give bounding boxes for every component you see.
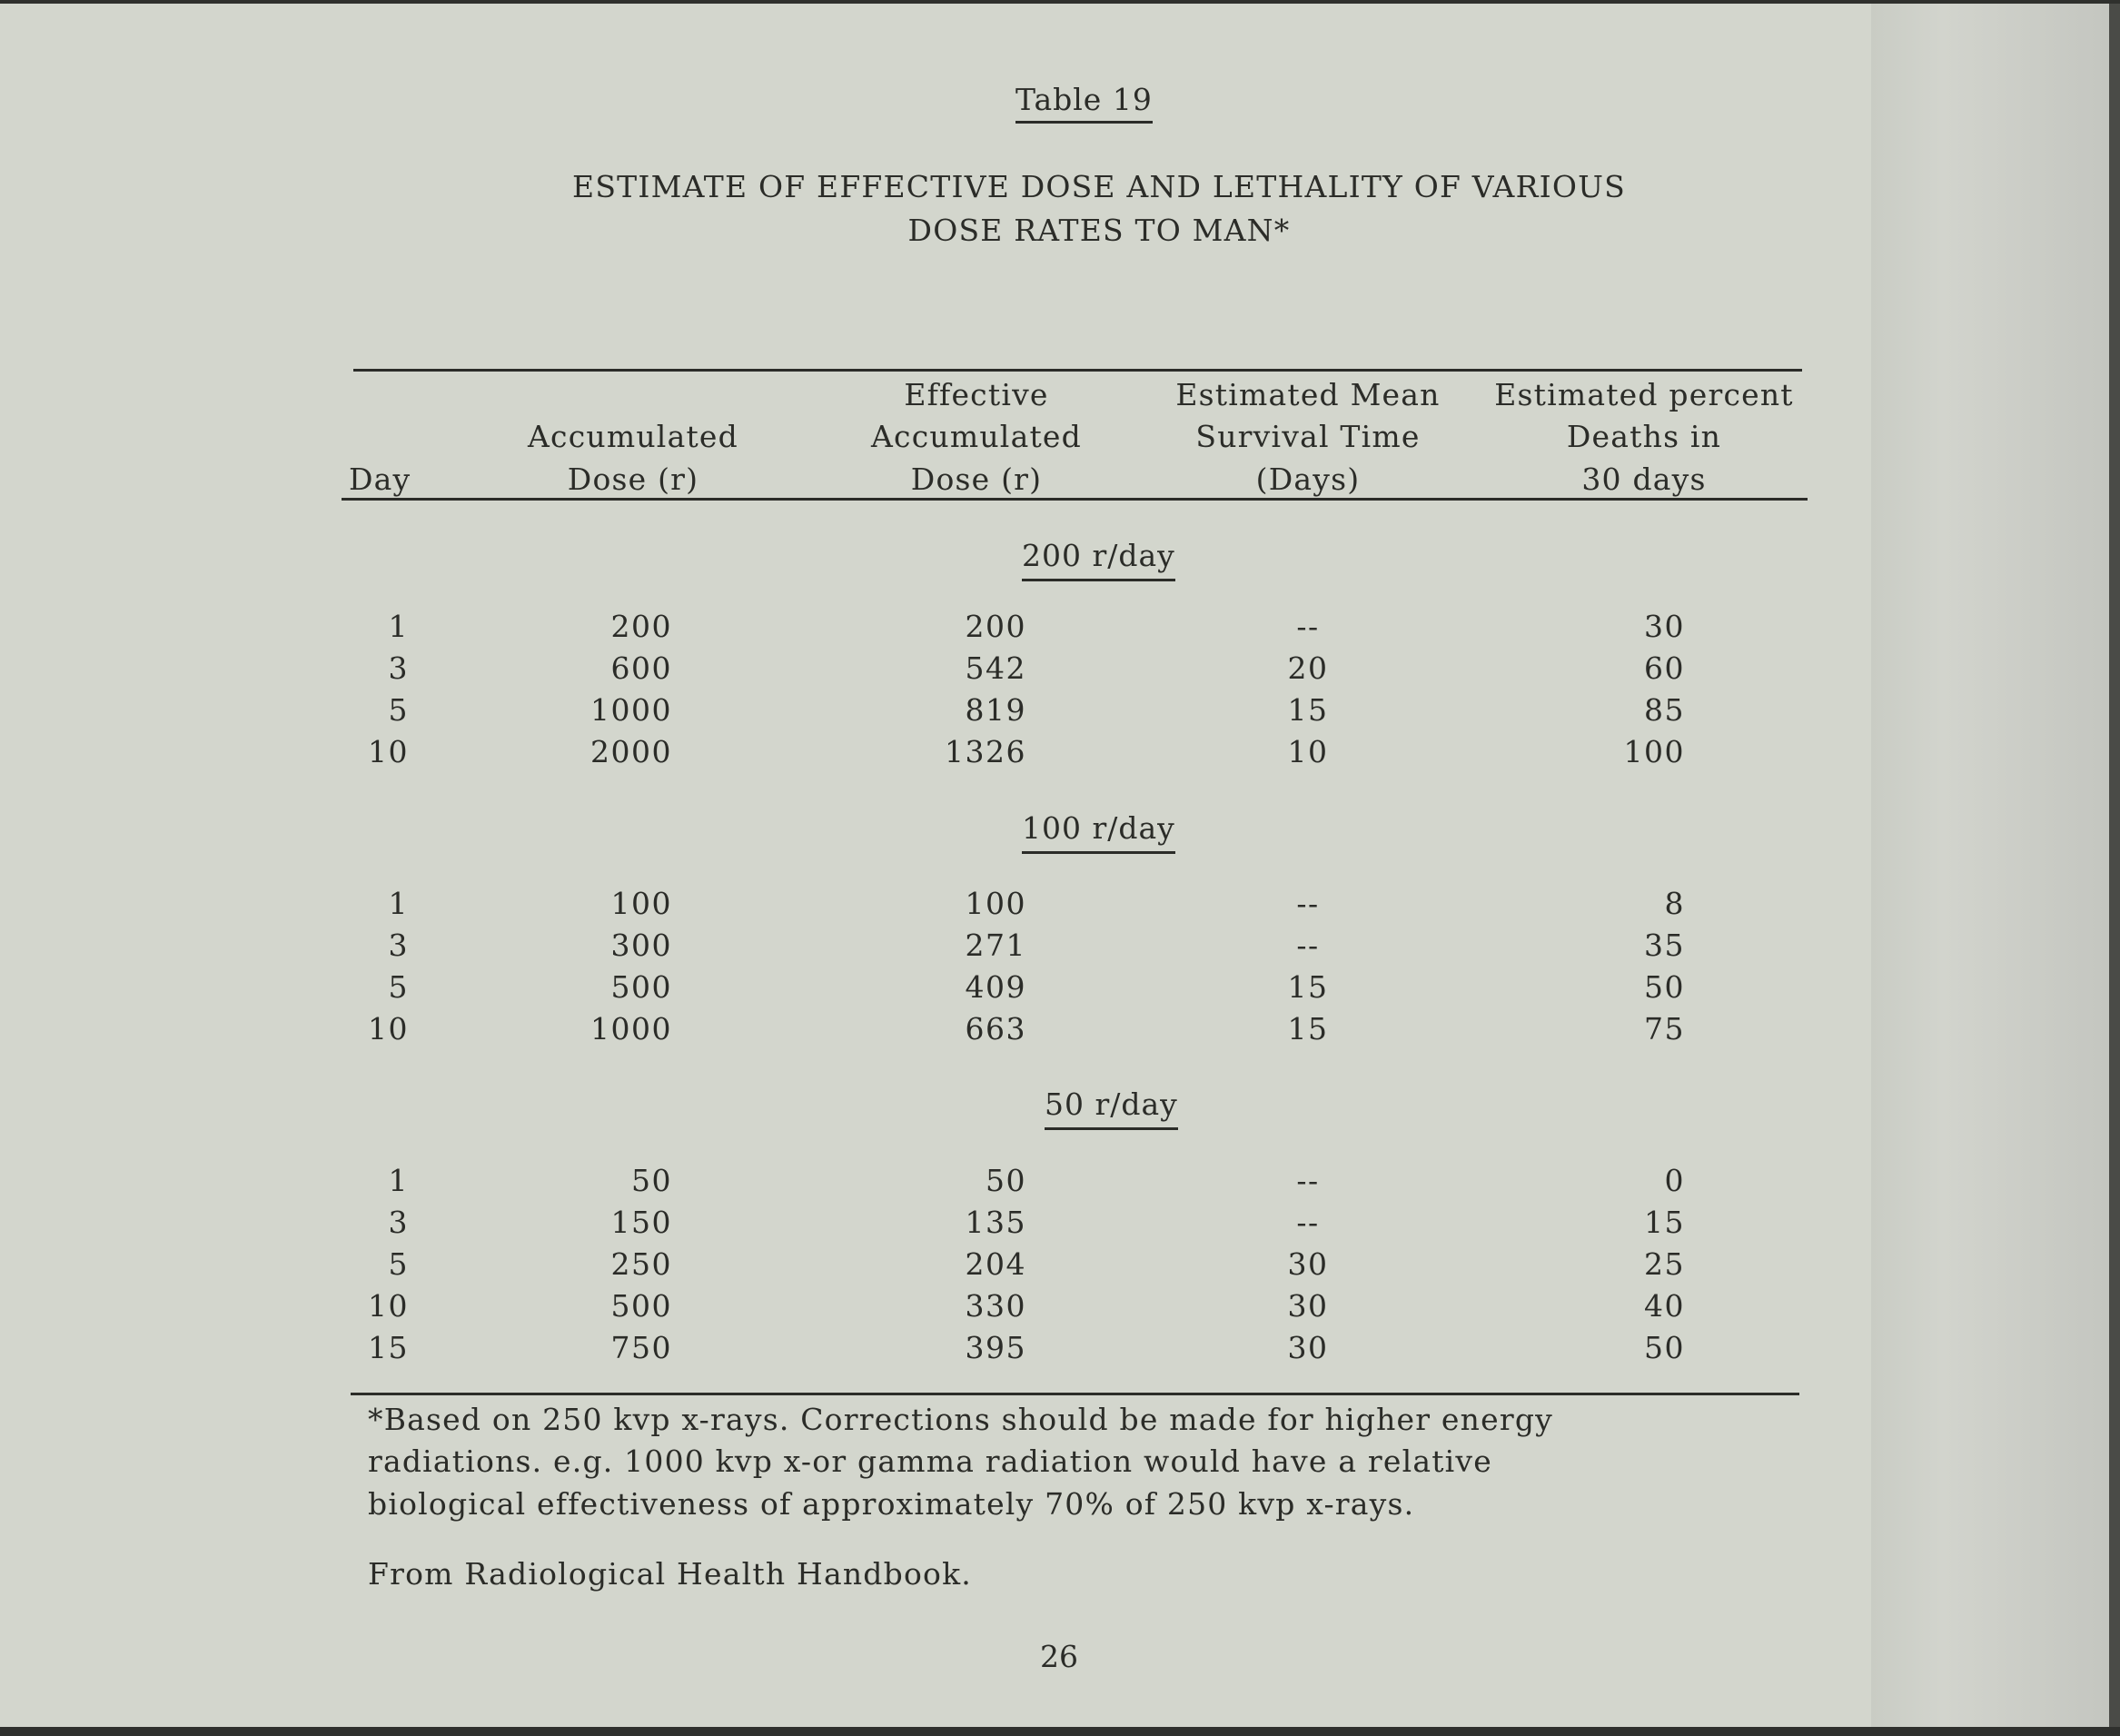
section-label-50: 50 r/day	[1045, 1086, 1178, 1130]
cell-dose: 50	[631, 1163, 672, 1198]
cell-dose: 150	[610, 1205, 672, 1240]
cell-effective: 100	[965, 886, 1026, 921]
header-day: Day	[349, 461, 411, 497]
cell-survival: --	[1296, 1205, 1320, 1240]
cell-dose: 750	[610, 1330, 672, 1365]
cell-day: 1	[388, 886, 409, 921]
cell-effective: 271	[965, 928, 1026, 963]
cell-deaths: 30	[1644, 609, 1685, 644]
table-label: Table 19	[1015, 82, 1153, 124]
cell-deaths: 75	[1644, 1011, 1685, 1047]
cell-deaths: 85	[1644, 692, 1685, 728]
header-percent-line-1: Estimated percent	[1494, 377, 1794, 412]
cell-survival: --	[1296, 928, 1320, 963]
cell-survival: --	[1296, 609, 1320, 644]
source-note: From Radiological Health Handbook.	[368, 1556, 972, 1592]
cell-effective: 204	[965, 1246, 1026, 1282]
cell-day: 1	[388, 609, 409, 644]
cell-day: 3	[388, 928, 409, 963]
cell-dose: 500	[610, 1288, 672, 1324]
footnote-line-2: radiations. e.g. 1000 kvp x-or gamma radiation would have a relative	[368, 1443, 1493, 1479]
table-header-rule	[342, 498, 1808, 501]
cell-deaths: 25	[1644, 1246, 1685, 1282]
cell-effective: 50	[986, 1163, 1026, 1198]
cell-effective: 819	[965, 692, 1026, 728]
footnote-line-3: biological effectiveness of approximately 70% of 250 kvp x-rays.	[368, 1486, 1415, 1522]
cell-effective: 542	[965, 650, 1026, 686]
cell-deaths: 15	[1644, 1205, 1685, 1240]
cell-deaths: 8	[1664, 886, 1685, 921]
cell-dose: 200	[610, 609, 672, 644]
cell-survival: 30	[1287, 1246, 1329, 1282]
cell-survival: 30	[1287, 1330, 1329, 1365]
cell-survival: 15	[1287, 969, 1329, 1005]
header-effective-line-1: Effective	[904, 377, 1049, 412]
cell-deaths: 50	[1644, 969, 1685, 1005]
cell-day: 5	[388, 1246, 409, 1282]
cell-deaths: 35	[1644, 928, 1685, 963]
header-effective-line-2: Accumulated	[871, 419, 1082, 454]
cell-day: 10	[368, 1288, 409, 1324]
cell-survival: --	[1296, 1163, 1320, 1198]
section-label-100: 100 r/day	[1022, 810, 1175, 854]
cell-survival: 20	[1287, 650, 1329, 686]
cell-dose: 2000	[590, 734, 672, 769]
cell-dose: 1000	[590, 1011, 672, 1047]
cell-day: 3	[388, 650, 409, 686]
table-bottom-rule	[351, 1393, 1799, 1395]
cell-deaths: 50	[1644, 1330, 1685, 1365]
header-survival-line-2: Survival Time	[1195, 419, 1421, 454]
header-accumulated-line-1: Accumulated	[528, 419, 738, 454]
cell-day: 5	[388, 969, 409, 1005]
cell-day: 1	[388, 1163, 409, 1198]
cell-dose: 600	[610, 650, 672, 686]
cell-deaths: 100	[1623, 734, 1685, 769]
cell-effective: 200	[965, 609, 1026, 644]
cell-dose: 1000	[590, 692, 672, 728]
header-effective-line-3: Dose (r)	[910, 461, 1043, 497]
table-heading-line-2: DOSE RATES TO MAN*	[907, 213, 1291, 248]
cell-dose: 300	[610, 928, 672, 963]
cell-effective: 663	[965, 1011, 1026, 1047]
cell-effective: 135	[965, 1205, 1026, 1240]
cell-survival: 10	[1287, 734, 1329, 769]
cell-effective: 409	[965, 969, 1026, 1005]
cell-survival: 15	[1287, 1011, 1329, 1047]
section-label-200: 200 r/day	[1022, 538, 1175, 581]
cell-effective: 1326	[945, 734, 1026, 769]
cell-day: 10	[368, 1011, 409, 1047]
header-survival-line-3: (Days)	[1255, 461, 1361, 497]
header-survival-line-1: Estimated Mean	[1175, 377, 1441, 412]
footnote-line-1: *Based on 250 kvp x-rays. Corrections should be made for higher energy	[368, 1402, 1553, 1437]
header-percent-line-2: Deaths in	[1566, 419, 1722, 454]
cell-survival: 15	[1287, 692, 1329, 728]
cell-survival: 30	[1287, 1288, 1329, 1324]
header-accumulated-line-2: Dose (r)	[567, 461, 699, 497]
cell-effective: 395	[965, 1330, 1026, 1365]
page-number: 26	[1040, 1639, 1078, 1674]
cell-dose: 500	[610, 969, 672, 1005]
book-spine-shadow	[2109, 4, 2120, 1727]
cell-deaths: 40	[1644, 1288, 1685, 1324]
cell-day: 15	[368, 1330, 409, 1365]
cell-deaths: 60	[1644, 650, 1685, 686]
cell-day: 10	[368, 734, 409, 769]
cell-day: 5	[388, 692, 409, 728]
cell-deaths: 0	[1664, 1163, 1685, 1198]
cell-day: 3	[388, 1205, 409, 1240]
facing-page-edge	[1871, 4, 2109, 1727]
cell-survival: --	[1296, 886, 1320, 921]
cell-effective: 330	[965, 1288, 1026, 1324]
cell-dose: 250	[610, 1246, 672, 1282]
cell-dose: 100	[610, 886, 672, 921]
header-percent-line-3: 30 days	[1581, 461, 1707, 497]
table-top-rule	[353, 369, 1802, 372]
table-heading-line-1: ESTIMATE OF EFFECTIVE DOSE AND LETHALITY OF VARIOUS	[572, 169, 1626, 204]
